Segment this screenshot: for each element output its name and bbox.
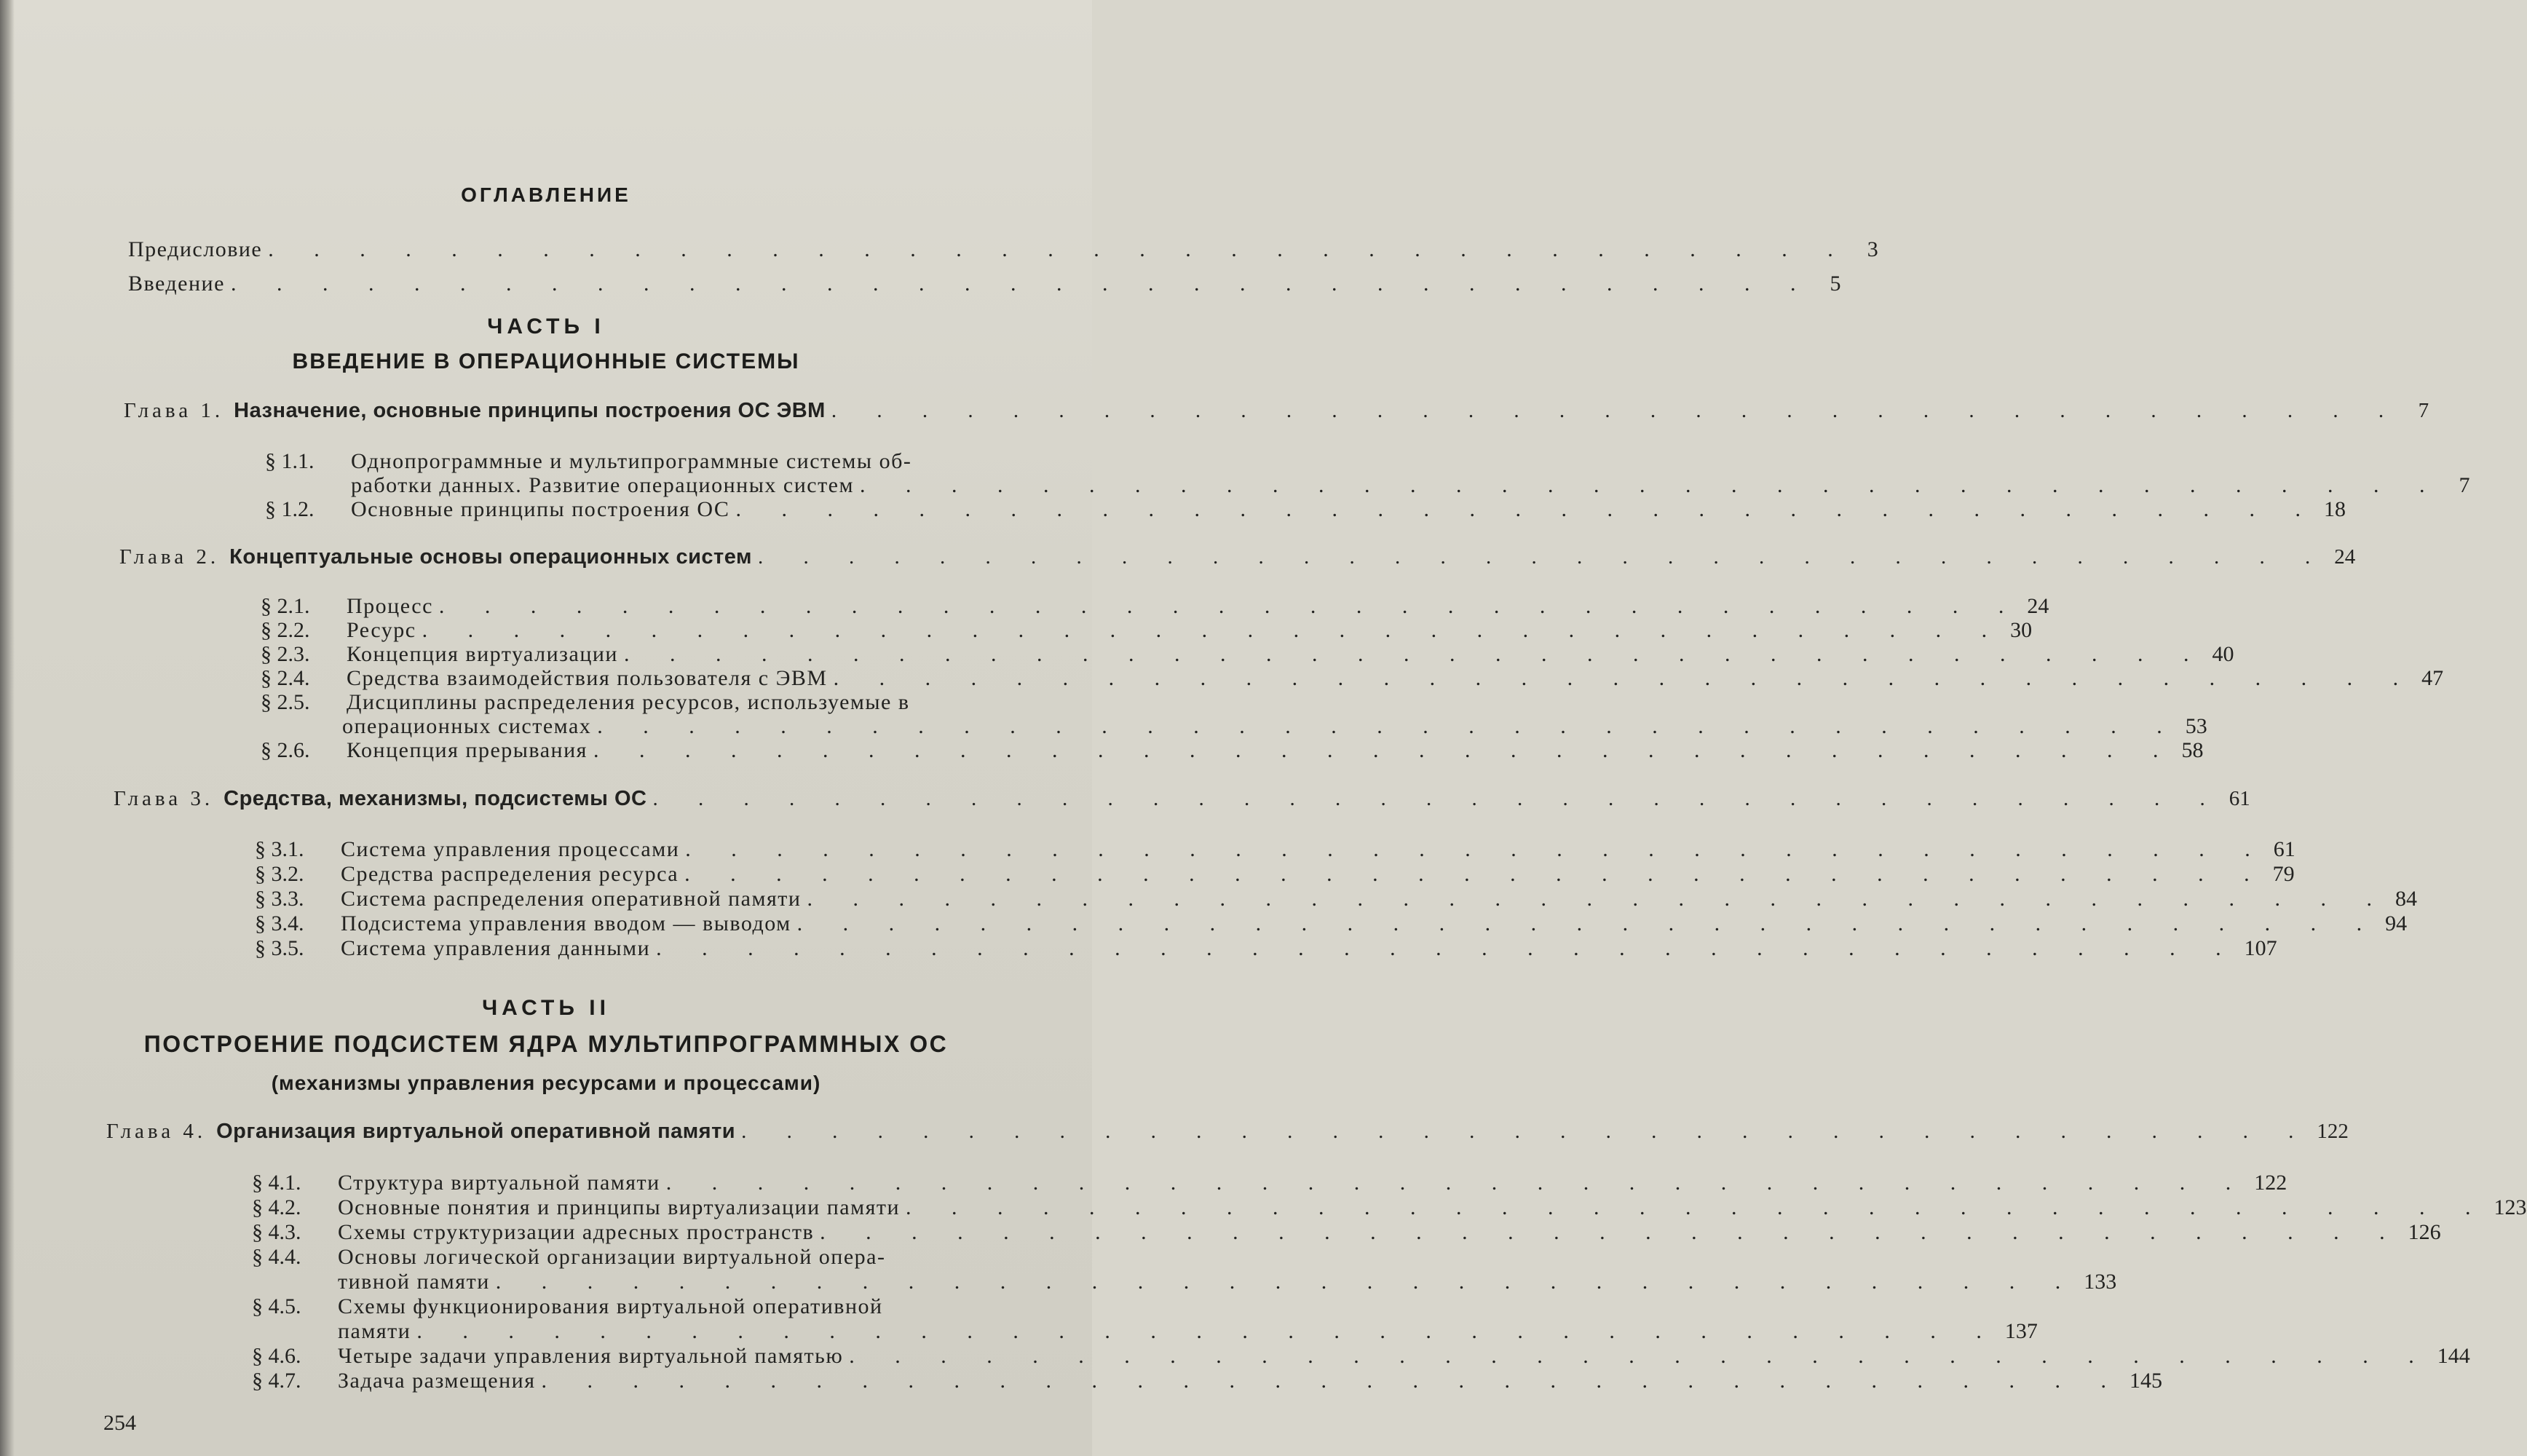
section-page: 122	[2254, 1171, 2287, 1195]
dot-leader: . . . . . . . . . . . . . . . . . . . . . . . . . . . . . . . . . . .	[685, 837, 2268, 861]
section-4-4	[252, 1245, 1034, 1270]
section-number: § 2.3.	[261, 642, 310, 666]
dot-leader: . . . . . . . . . . . . . . . . . . . . . . . . . . . . . . . . . . .	[593, 738, 2176, 762]
section-page: 47	[2421, 666, 2444, 690]
chapter-label: Глава 2.	[119, 545, 220, 569]
section-1-2	[265, 497, 2346, 522]
section-number: § 4.4.	[252, 1245, 301, 1269]
chapter-page: 24	[2334, 545, 2356, 569]
section-title-cont: памяти	[338, 1319, 411, 1343]
section-title: Процесс	[347, 594, 433, 618]
section-number: § 1.2.	[265, 497, 315, 521]
entry-title: Введение	[128, 272, 225, 296]
section-4-5	[252, 1294, 1034, 1319]
chapter-label: Глава 4.	[106, 1120, 207, 1143]
section-4-2	[252, 1195, 2527, 1220]
section-page: 18	[2323, 497, 2346, 521]
section-number: § 2.4.	[261, 666, 310, 690]
section-number: § 4.7.	[252, 1369, 301, 1393]
section-title: Средства взаимодействия пользователя с ЭВМ	[347, 666, 828, 690]
chapter-4	[106, 1120, 2349, 1144]
section-title: Ресурс	[347, 618, 416, 642]
section-page: 145	[2129, 1369, 2162, 1393]
section-3-1	[255, 837, 2295, 862]
section-2-6	[261, 738, 2204, 763]
section-title: Концепция виртуализации	[347, 642, 618, 666]
chapter-title: Организация виртуальной оперативной памяти	[216, 1120, 736, 1143]
dot-leader: . . . . . . . . . . . . . . . . . . . . . . . . . . . . . . . . . . .	[684, 862, 2267, 886]
chapter-title: Назначение, основные принципы построения ОС ЭВМ	[234, 399, 826, 422]
section-2-4	[261, 666, 2444, 691]
section-page: 53	[2185, 714, 2207, 738]
section-title: Основные принципы построения ОС	[351, 497, 730, 521]
part1-title: ВВЕДЕНИЕ В ОПЕРАЦИОННЫЕ СИСТЕМЫ	[292, 349, 800, 373]
section-4-5-cont	[338, 1319, 2038, 1344]
section-4-1	[252, 1171, 2287, 1195]
section-4-3	[252, 1220, 2441, 1245]
section-number: § 1.1.	[265, 449, 315, 473]
section-number: § 3.3.	[255, 887, 304, 911]
section-title: Дисциплины распределения ресурсов, используемые в	[347, 690, 910, 714]
chapter-1	[124, 399, 2429, 423]
section-4-6	[252, 1344, 2470, 1369]
dot-leader: . . . . . . . . . . . . . . . . . . . . . . . . . . . . . . . . . . .	[831, 399, 2402, 422]
section-number: § 2.5.	[261, 690, 310, 714]
section-3-5	[255, 936, 2277, 961]
section-number: § 2.1.	[261, 594, 310, 618]
entry-page: 3	[1867, 237, 1878, 261]
section-title-cont: работки данных. Развитие операционных систем	[351, 473, 854, 497]
section-title: Система распределения оперативной памяти	[341, 887, 802, 911]
dot-leader: . . . . . . . . . . . . . . . . . . . . . . . . . . . . . . . . . . .	[735, 497, 2318, 521]
section-number: § 4.3.	[252, 1220, 301, 1244]
dot-leader: . . . . . . . . . . . . . . . . . . . . . . . . . . . . . . . . . . .	[230, 272, 1814, 296]
section-title: Схемы структуризации адресных пространств	[338, 1220, 815, 1244]
section-2-5-cont	[342, 714, 2207, 739]
dot-leader: . . . . . . . . . . . . . . . . . . . . . . . . . . . . . . . . . . .	[796, 911, 2380, 935]
section-2-2	[261, 618, 2033, 643]
section-title-cont: тивной памяти	[338, 1270, 490, 1294]
dot-leader: . . . . . . . . . . . . . . . . . . . . . . . . . . . . . . . . . . .	[623, 642, 2207, 666]
chapter-label: Глава 3.	[114, 787, 214, 810]
chapter-title: Средства, механизмы, подсистемы ОС	[224, 787, 647, 810]
section-3-2	[255, 862, 2295, 887]
section-page: 107	[2244, 936, 2277, 960]
section-title: Основные понятия и принципы виртуализации памяти	[338, 1195, 901, 1219]
section-3-3	[255, 887, 2417, 911]
section-title: Система управления данными	[341, 936, 651, 960]
dot-leader: . . . . . . . . . . . . . . . . . . . . . . . . . . . . . . . . . . .	[422, 618, 2005, 642]
section-page: 61	[2273, 837, 2295, 861]
section-title: Однопрограммные и мультипрограммные системы об-	[351, 449, 912, 473]
chapter-label: Глава 1.	[124, 399, 224, 422]
toc-entry-preface	[128, 237, 1878, 262]
section-title: Средства распределения ресурса	[341, 862, 679, 886]
section-1-1-cont	[351, 473, 2470, 498]
section-title: Схемы функционирования виртуальной оперативной	[338, 1294, 883, 1318]
part2-title: ПОСТРОЕНИЕ ПОДСИСТЕМ ЯДРА МУЛЬТИПРОГРАММНЫХ ОС	[143, 1031, 949, 1057]
chapter-page: 122	[2317, 1120, 2349, 1143]
dot-leader: . . . . . . . . . . . . . . . . . . . . . . . . . . . . . . . . . . .	[906, 1195, 2488, 1219]
dot-leader: . . . . . . . . . . . . . . . . . . . . . . . . . . . . . . . . . . .	[597, 714, 2180, 738]
dot-leader: . . . . . . . . . . . . . . . . . . . . . . . . . . . . . . . . . . .	[741, 1120, 2312, 1143]
section-3-4	[255, 911, 2408, 936]
dot-leader: . . . . . . . . . . . . . . . . . . . . . . . . . . . . . . . . . . .	[859, 473, 2443, 497]
chapter-title: Концептуальные основы операционных систем	[229, 545, 752, 569]
section-number: § 4.6.	[252, 1344, 301, 1368]
section-page: 30	[2010, 618, 2033, 642]
section-2-1	[261, 594, 2049, 619]
toc-entry-introduction	[128, 272, 1841, 296]
section-title: Задача размещения	[338, 1369, 536, 1393]
section-title: Концепция прерывания	[347, 738, 588, 762]
section-number: § 4.1.	[252, 1171, 301, 1195]
dot-leader: . . . . . . . . . . . . . . . . . . . . . . . . . . . . . . . . . . .	[820, 1220, 2403, 1244]
section-page: 133	[2084, 1270, 2117, 1294]
chapter-page: 61	[2229, 787, 2250, 810]
section-1-1	[265, 449, 1034, 474]
entry-title: Предисловие	[128, 237, 263, 261]
dot-leader: . . . . . . . . . . . . . . . . . . . . . . . . . . . . . . . . . . .	[833, 666, 2416, 690]
section-title: Структура виртуальной памяти	[338, 1171, 660, 1195]
section-number: § 2.6.	[261, 738, 310, 762]
section-number: § 3.4.	[255, 911, 304, 935]
section-page: 40	[2212, 642, 2234, 666]
dot-leader: . . . . . . . . . . . . . . . . . . . . . . . . . . . . . . . . . . .	[495, 1270, 2079, 1294]
chapter-2	[119, 545, 2356, 569]
toc-title: ОГЛАВЛЕНИЕ	[461, 183, 631, 206]
dot-leader: . . . . . . . . . . . . . . . . . . . . . . . . . . . . . . . . . . .	[656, 936, 2239, 960]
dot-leader: . . . . . . . . . . . . . . . . . . . . . . . . . . . . . . . . . . .	[416, 1319, 1999, 1343]
section-page: 123	[2494, 1195, 2527, 1219]
section-number: § 4.5.	[252, 1294, 301, 1318]
section-title-cont: операционных системах	[342, 714, 592, 738]
dot-leader: . . . . . . . . . . . . . . . . . . . . . . . . . . . . . . . . . . .	[268, 237, 1851, 261]
section-title: Основы логической организации виртуальной опера-	[338, 1245, 886, 1269]
section-number: § 2.2.	[261, 618, 310, 642]
dot-leader: . . . . . . . . . . . . . . . . . . . . . . . . . . . . . . . . . . .	[438, 594, 2022, 618]
section-page: 137	[2004, 1319, 2038, 1343]
entry-page: 5	[1830, 272, 1841, 296]
section-page: 24	[2027, 594, 2049, 618]
chapter-3	[114, 787, 2250, 811]
chapter-page: 7	[2418, 399, 2429, 422]
part2-subtitle: (механизмы управления ресурсами и процессами)	[271, 1072, 821, 1094]
section-number: § 4.2.	[252, 1195, 301, 1219]
section-2-3	[261, 642, 2234, 667]
section-title: Система управления процессами	[341, 837, 680, 861]
section-2-5	[261, 690, 1034, 715]
dot-leader: . . . . . . . . . . . . . . . . . . . . . . . . . . . . . . . . . . .	[665, 1171, 2249, 1195]
dot-leader: . . . . . . . . . . . . . . . . . . . . . . . . . . . . . . . . . . .	[652, 787, 2223, 810]
section-page: 144	[2437, 1344, 2470, 1368]
section-number: § 3.5.	[255, 936, 304, 960]
dot-leader: . . . . . . . . . . . . . . . . . . . . . . . . . . . . . . . . . . .	[849, 1344, 2432, 1368]
dot-leader: . . . . . . . . . . . . . . . . . . . . . . . . . . . . . . . . . . .	[541, 1369, 2124, 1393]
section-4-7	[252, 1369, 2162, 1393]
section-title: Четыре задачи управления виртуальной памятью	[338, 1344, 844, 1368]
section-page: 94	[2385, 911, 2408, 935]
section-number: § 3.2.	[255, 862, 304, 886]
dot-leader: . . . . . . . . . . . . . . . . . . . . . . . . . . . . . . . . . . .	[807, 887, 2389, 911]
page-number: 254	[103, 1411, 136, 1435]
section-page: 79	[2272, 862, 2295, 886]
section-page: 84	[2394, 887, 2417, 911]
part2-label: ЧАСТЬ II	[482, 996, 610, 1020]
dot-leader: . . . . . . . . . . . . . . . . . . . . . . . . . . . . . . . . . . .	[757, 545, 2328, 569]
section-4-4-cont	[338, 1270, 2117, 1294]
section-number: § 3.1.	[255, 837, 304, 861]
section-title: Подсистема управления вводом — выводом	[341, 911, 791, 935]
part1-label: ЧАСТЬ I	[487, 314, 605, 339]
section-page: 58	[2181, 738, 2204, 762]
section-page: 126	[2408, 1220, 2441, 1244]
section-page: 7	[2459, 473, 2470, 497]
